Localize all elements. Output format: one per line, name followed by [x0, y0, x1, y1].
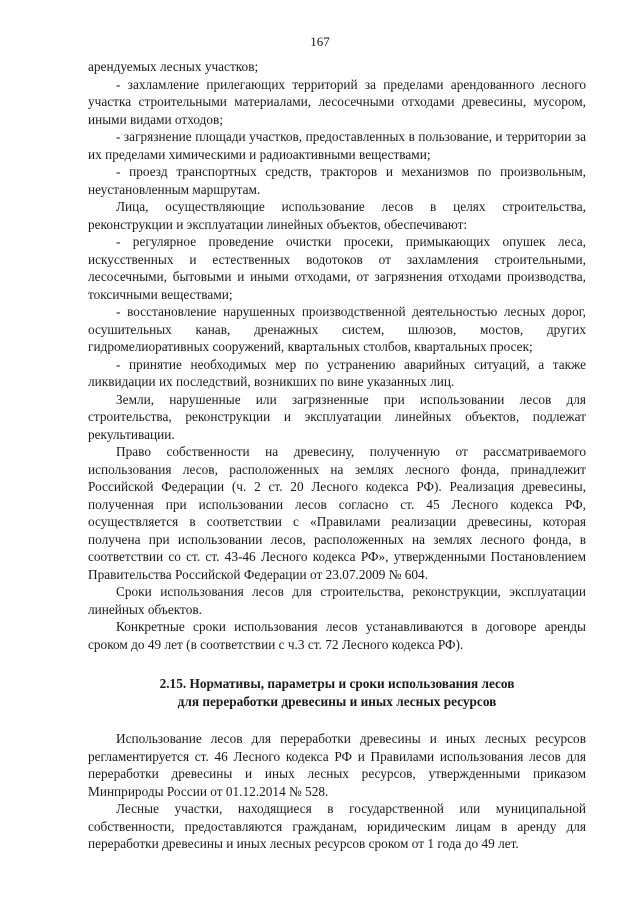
paragraph: арендуемых лесных участков; — [88, 59, 259, 74]
section-heading-2-15 — [88, 675, 586, 710]
paragraph: Лица, осуществляющие использование лесов в целях строительства, реконструкции и эксплуатации линейных объектов, обеспечивают: — [88, 199, 586, 232]
paragraph: - регулярное проведение очистки просеки, примыкающих опушек леса, искусственных и естественных водотоков от захламления строительными, лесосечными, бытовыми и иными отходами, от загрязнения отходами производства, токсичными веществами; — [88, 234, 586, 302]
paragraph: Право собственности на древесину, полученную от рассматриваемого использования лесов, расположенных на землях лесного фонда, принадлежит Российской Федерации (ч. 2 ст. 20 Лесного кодекса РФ). Реализация древесины, полученная при использовании лесов согласно ст. 45 Лесного кодекса РФ, осуществляется в соответствии с «Правилами реализации древесины, которая получена при использовании лесов, расположенных на землях лесного фонда, в соответствии со ст. ст. 43-46 Лесного кодекса РФ», утвержденными Постановлением Правительства Российской Федерации от 23.07.2009 № 604. — [88, 444, 586, 582]
page-number: 167 — [310, 34, 330, 49]
section-2-14-continuation — [88, 58, 586, 653]
paragraph: Использование лесов для переработки древесины и иных лесных ресурсов регламентируется ст. 46 Лесного кодекса РФ и Правилами использования лесов для переработки древесины и иных лесных ресурсов, утвержденными приказом Минприроды России от 01.12.2014 № 528. — [88, 731, 586, 799]
paragraph: - принятие необходимых мер по устранению аварийных ситуаций, а также ликвидации их последствий, возникших по вине указанных лиц. — [88, 356, 586, 389]
paragraph: Конкретные сроки использования лесов устанавливаются в договоре аренды сроком до 49 лет (в соответствии с ч.3 ст. 72 Лесного кодекса РФ). — [88, 619, 586, 652]
paragraph: - проезд транспортных средств, тракторов и механизмов по произвольным, неустановленным маршрутам. — [88, 164, 586, 197]
heading-line-1: 2.15. Нормативы, параметры и сроки использования лесов — [159, 676, 515, 691]
paragraph: - загрязнение площади участков, предоставленных в пользование, и территории за их пределами химическими и радиоактивными веществами; — [88, 129, 586, 162]
heading-line-2: для переработки древесины и иных лесных ресурсов — [177, 693, 497, 709]
paragraph: - восстановление нарушенных производственной деятельностью лесных дорог, осушительных канав, дренажных систем, шлюзов, мостов, других гидромелиоративных сооружений, квартальных столбов, квартальных просек; — [88, 304, 586, 354]
paragraph: Лесные участки, находящиеся в государственной или муниципальной собственности, предоставляются гражданам, юридическим лицам в аренду для переработки древесины и иных лесных ресурсов сроком от 1 года до 49 лет. — [88, 801, 586, 851]
section-2-15-body — [88, 730, 586, 853]
paragraph: Земли, нарушенные или загрязненные при использовании лесов для строительства, реконструкции и эксплуатации линейных объектов, подлежат рекультивации. — [88, 391, 586, 442]
document-body — [88, 58, 586, 853]
paragraph: Сроки использования лесов для строительства, реконструкции, эксплуатации линейных объектов. — [88, 584, 586, 617]
paragraph: - захламление прилегающих территорий за пределами арендованного лесного участка строительными материалами, лесосечными отходами древесины, мусором, иными видами отходов; — [88, 76, 586, 127]
